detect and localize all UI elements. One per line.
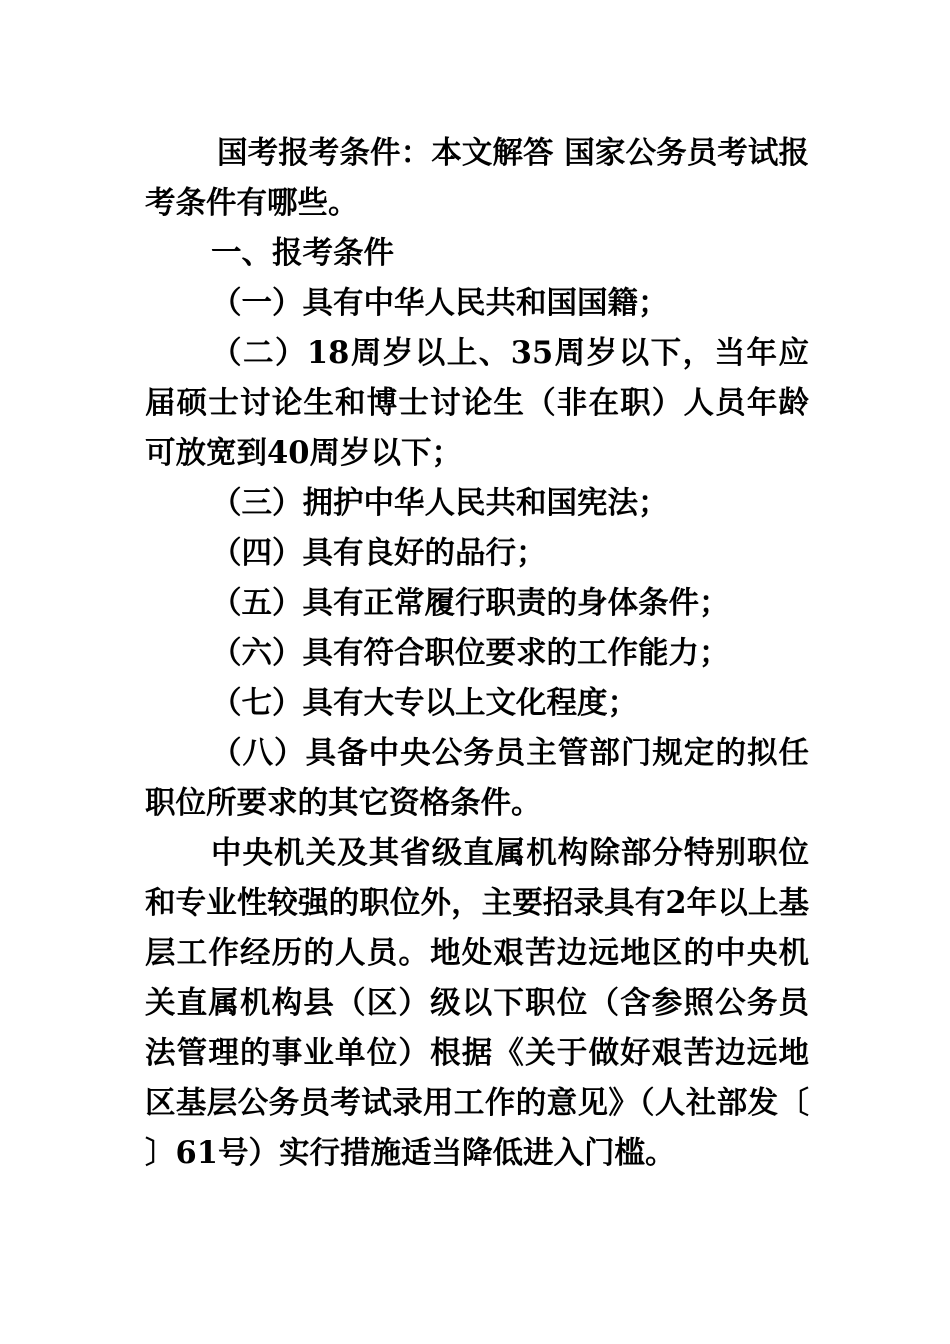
condition-item-4: （四）具有良好的品行； bbox=[211, 535, 547, 571]
section-heading: 一、报考条件 bbox=[211, 235, 394, 271]
condition-item-7: （七）具有大专以上文化程度； bbox=[211, 685, 638, 721]
document-page bbox=[145, 128, 809, 1178]
condition-item-8: （八）具备中央公务员主管部门规定的拟任职位所要求的其它资格条件。 bbox=[145, 735, 809, 821]
condition-item-1: （一）具有中华人民共和国国籍； bbox=[211, 285, 669, 321]
condition-item-6: （六）具有符合职位要求的工作能力； bbox=[211, 635, 730, 671]
body-paragraph: 中央机关及其省级直属机构除部分特别职位和专业性较强的职位外，主要招录具有2年以上基层工作经历的人员。地处艰苦边远地区的中央机关直属机构县（区）级以下职位（含参照公务员法管理的事业单位）根据《关于做好艰苦边远地区基层公务员考试录用工作的意见》（人社部发〔 〕61号）实行措施适当降低进入门槛。 bbox=[145, 835, 809, 1171]
condition-item-3: （三）拥护中华人民共和国宪法； bbox=[211, 485, 669, 521]
condition-item-2: （二）18周岁以上、35周岁以下，当年应届硕士讨论生和博士讨论生（非在职）人员年龄可放宽到40周岁以下； bbox=[145, 335, 809, 471]
condition-item-5: （五）具有正常履行职责的身体条件； bbox=[211, 585, 730, 621]
intro-paragraph: 国考报考条件：本文解答 国家公务员考试报考条件有哪些。 bbox=[145, 135, 809, 221]
